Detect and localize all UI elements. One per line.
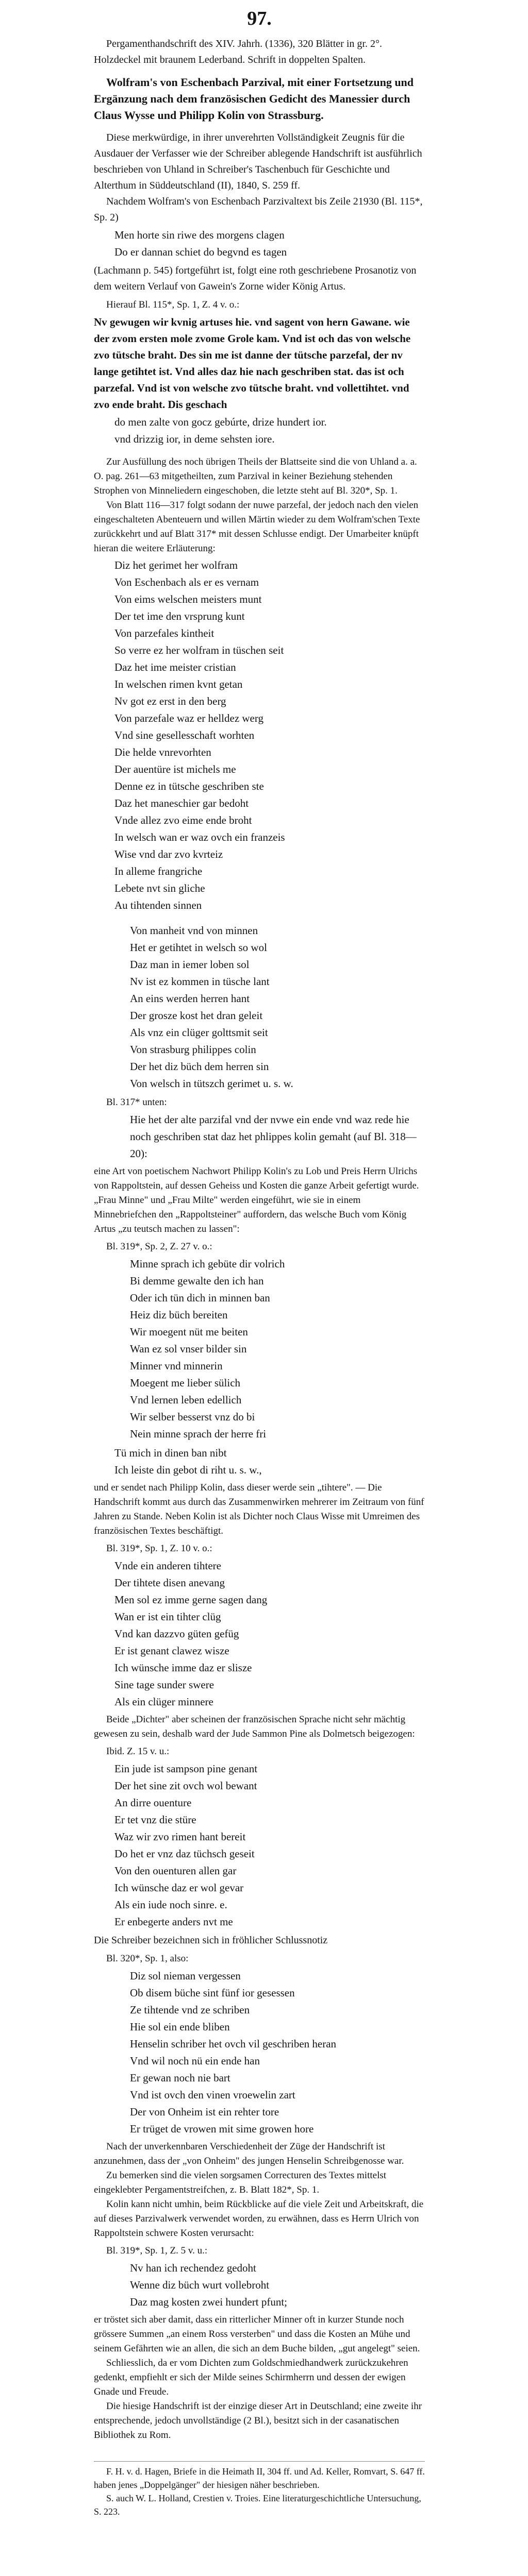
paragraph-lachmann: (Lachmann p. 545) fortgeführt ist, folgt eine roth geschriebene Prosanotiz von dem weitern Verlauf von Gawein's Zorne wider König Artus.	[94, 265, 417, 292]
verse-line: Er ist genant clawez wisze	[114, 1645, 229, 1657]
verse-line: Der von Onheim ist ein rehter tore	[130, 2106, 279, 2118]
verse-line: Von welsch in tütszch gerimet u. s. w.	[130, 1077, 293, 1090]
verse-line: Ze tihtende vnd ze schriben	[130, 2004, 250, 2016]
paragraph-correcturen: Zu bemerken sind die vielen sorgsamen Correcturen des Textes mittelst eingeklebter Pergamentstreifchen, z. B. Blatt 182*, Sp. 1.	[94, 2170, 387, 2195]
verse-line: Denne ez in tütsche geschriben ste	[114, 780, 264, 792]
verse-line: Wenne diz büch wurt vollebroht	[130, 2279, 270, 2291]
reference-line: Ibid. Z. 15 v. u.:	[106, 1746, 170, 1757]
verse-line: Er gewan noch nie bart	[130, 2072, 230, 2084]
verse-line: Nv ist ez kommen in tüsche lant	[130, 975, 270, 988]
verse-line: Bi demme gewalte den ich han	[130, 1275, 264, 1287]
verse-line: Ein jude ist sampson pine genant	[114, 1762, 258, 1775]
verse-line: Diz het gerimet her wolfram	[114, 559, 238, 571]
footnote-line: S. auch W. L. Holland, Crestien v. Troies. Eine literaturgeschichtliche Untersuchung, S. 223.	[94, 2493, 421, 2517]
verse-line: Er trüget de vrowen mit sime growen hore	[130, 2123, 314, 2135]
verse-line: Ich leiste din gebot di riht u. s. w.,	[114, 1464, 262, 1476]
verse-line: Von parzefale waz er helldez werg	[114, 712, 263, 724]
verse-line: Vnd ist ovch den vinen vroewelin zart	[130, 2089, 295, 2101]
verse-line: Von strasburg philippes colin	[130, 1043, 256, 1056]
verse-line: Von den ouenturen allen gar	[114, 1865, 237, 1877]
verse-line: Daz het ime meister cristian	[114, 661, 236, 673]
verse-block-6	[114, 1445, 425, 1479]
verse-line: do men zalte von gocz gebúrte, drize hundert ior.	[114, 416, 327, 428]
paragraph-dichter: Beide „Dichter" aber scheinen der französischen Sprache nicht sehr mächtig gewesen zu sein, deshalb ward der Jude Sammon Pine als Dolmetsch beigezogen:	[94, 1714, 415, 1739]
verse-line: Do er dannan schiet do begvnd es tagen	[114, 246, 287, 258]
verse-line: Wir moegent nüt me beiten	[130, 1326, 248, 1338]
verse-line: Er tet vnz die stüre	[114, 1814, 196, 1826]
verse-line: Henselin schriber het ovch vil geschriben heran	[130, 2038, 337, 2050]
verse-line: Der auentüre ist michels me	[114, 763, 236, 775]
verse-line: Wan er ist ein tihter clüg	[114, 1611, 221, 1623]
verse-line: Hie sol ein ende bliben	[130, 2021, 230, 2033]
verse-line: Vnde ein anderen tihtere	[114, 1560, 221, 1572]
verse-line: In welschen rimen kvnt getan	[114, 678, 243, 690]
verse-line: Als ein iude noch sinre. e.	[114, 1899, 227, 1911]
verse-line: Der grosze kost het dran geleit	[130, 1009, 263, 1022]
footnote	[94, 2461, 425, 2518]
verse-line: An dirre ouenture	[114, 1797, 192, 1809]
paragraph-nachwort: eine Art von poetischem Nachwort Philipp Kolin's zu Lob und Preis Herrn Ulrichs von Rappoltstein, auf dessen Geheiss und Kosten die ganze Arbeit gefertigt wurde. „Frau Minne" und „Frau Milte" werden eingeführt, wie sie in einem Minnebriefchen den „Rappoltsteiner" auffordern, das welsche Buch vom König Artus „zu teutsch machen zu lassen":	[94, 1166, 419, 1234]
verse-line: Nv got ez erst in den berg	[114, 695, 226, 707]
verse-line: Heiz diz büch bereiten	[130, 1309, 228, 1321]
verse-line: Minne sprach ich gebüte dir volrich	[130, 1258, 285, 1270]
verse-line: Diz sol nieman vergessen	[130, 1970, 241, 1982]
verse-line: Daz man in iemer loben sol	[130, 958, 250, 971]
verse-line: Der tet ime den vrsprung kunt	[114, 610, 245, 622]
paragraph-schliesslich: Schliesslich, da er vom Dichten zum Goldschmiedhandwerk zurückzukehren gedenkt, empfiehlt er sich der Milde seines Schirmherrn und dessen der ewigen Gnade und Freude.	[94, 2358, 408, 2397]
verse-line: Daz mag kosten zwei hundert pfunt;	[130, 2296, 287, 2308]
verse-line: Oder ich tün dich in minnen ban	[130, 1292, 270, 1304]
verse-line: Wan ez sol vnser bilder sin	[130, 1343, 247, 1355]
verse-line: Do het er vnz daz tüchsch geseit	[114, 1848, 255, 1860]
verse-line: Vnde allez zvo eime ende broht	[114, 814, 252, 826]
verse-line: Waz wir zvo rimen hant bereit	[114, 1831, 246, 1843]
verse-line: Men sol ez imme gerne sagen dang	[114, 1594, 268, 1606]
verse-line: Von eims welschen meisters munt	[114, 593, 262, 605]
verse-line: Minner vnd minnerin	[130, 1360, 223, 1372]
verse-block-2	[114, 414, 425, 448]
verse-line: Von manheit vnd von minnen	[130, 924, 258, 937]
verse-line: Er enbegerte anders nvt me	[114, 1916, 233, 1928]
verse-block-1	[114, 227, 425, 261]
paragraph-hiesige: Die hiesige Handschrift ist der einzige dieser Art in Deutschland; eine zweite ihr entsprechende, jedoch unvollständige (2 Bl.), besitzt sich in der casanatischen Bibliothek zu Rom.	[94, 2401, 422, 2441]
paragraph-kosten: Kolin kann nicht umhin, beim Rückblicke auf die viele Zeit und Arbeitskraft, die auf dieses Parzivalwerk verwendet worden, zu erwähnen, dass es Herrn Ulrich von Rappoltstein schwere Kosten verursacht:	[94, 2199, 424, 2239]
verse-line: In welsch wan er waz ovch ein franzeis	[114, 831, 285, 843]
verse-line: So verre ez her wolfram in tüschen seit	[114, 644, 284, 656]
verse-line: Daz het maneschier gar bedoht	[114, 797, 249, 809]
verse-block-4	[130, 922, 425, 1092]
verse-line: Moegent me lieber sülich	[130, 1377, 241, 1389]
paragraph-continuation: Nachdem Wolfram's von Eschenbach Parzivaltext bis Zeile 21930 (Bl. 115*, Sp. 2)	[94, 196, 423, 223]
verse-line: Het er getihtet in welsch so wol	[130, 941, 267, 954]
reference-line: Bl. 319*, Sp. 1, Z. 10 v. o.:	[106, 1543, 212, 1554]
reference-line: Bl. 319*, Sp. 2, Z. 27 v. o.:	[106, 1241, 212, 1252]
verse-line: Als vnz ein clüger golttsmit seit	[130, 1026, 268, 1039]
verse-block-7	[114, 1557, 425, 1710]
verse-line: Als ein clüger minnere	[114, 1696, 213, 1708]
verse-line: Ob disem büche sint fünf ior gesessen	[130, 1987, 295, 1999]
verse-line: Wir selber besserst vnz do bi	[130, 1411, 255, 1423]
verse-line: Die helde vnrevorhten	[114, 746, 211, 758]
verse-block-closing-note	[130, 1111, 425, 1162]
reference-line: Hierauf Bl. 115*, Sp. 1, Z. 4 v. o.:	[106, 299, 240, 310]
verse-block-8	[114, 1760, 425, 1930]
verse-line: vnd drizzig ior, in deme sehsten iore.	[114, 433, 275, 445]
paragraph-schreiber: Die Schreiber bezeichnen sich in fröhlicher Schlussnotiz	[94, 1935, 328, 1946]
verse-line: Ich wünsche daz er wol gevar	[114, 1882, 244, 1894]
verse-line: An eins werden herren hant	[130, 992, 250, 1005]
page-number: 97.	[247, 8, 272, 29]
verse-line: Von Eschenbach als er es vernam	[114, 576, 259, 588]
verse-line: Von parzefales kintheit	[114, 627, 214, 639]
verse-line: Ich wünsche imme daz er slisze	[114, 1662, 252, 1674]
verse-line: Der het diz büch dem herren sin	[130, 1060, 269, 1073]
intro-paragraph: Pergamenthandschrift des XIV. Jahrh. (1336), 320 Blätter in gr. 2°. Holzdeckel mit braunem Lederband. Schrift in doppelten Spalten.	[94, 38, 382, 65]
verse-line: Vnd sine gesellesschaft worhten	[114, 729, 255, 741]
closing-note: Hie het der alte parzifal vnd der nvwe ein ende vnd waz rede hie noch geschriben stat daz het phlippes kolin gemaht (auf Bl. 318—20):	[130, 1113, 417, 1160]
paragraph-tihtere: und er sendet nach Philipp Kolin, dass dieser werde sein „tihtere". — Die Handschrift kommt aus durch das Zusammenwirken mehrerer im Zeitraum von fünf Jahren zu Stande. Neben Kolin ist als Dichter noch Claus Wisse mit Umreimen des französischen Textes beschäftigt.	[94, 1482, 424, 1536]
bold-transcription-block: Nv gewugen wir kvnig artuses hie. vnd sagent von hern Gawane. wie der zvom ersten mole zvome Grole kam. Vnd ist och das von welsche zvo tütsche braht. Des sin me ist danne der tütsche parzefal, der nv lange getihtet ist. Vnd alles daz hie nach geschriben stat. das ist och parzefal. Vnd ist von welsche zvo tütsche braht. vnd vollettihtet. vnd zvo ende braht. Dis geschach	[94, 316, 411, 411]
paragraph-uhland: Zur Ausfüllung des noch übrigen Theils der Blattseite sind die von Uhland a. a. O. pag. 261—63 mitgetheilten, zum Parzival in keiner Beziehung stehenden Strophen von Minneliedern eingeschoben, die letzte steht auf Bl. 320*, Sp. 1.	[94, 456, 417, 496]
paragraph-description: Diese merkwürdige, in ihrer unverehrten Vollständigkeit Zeugnis für die Ausdauer der Verfasser wie der Schreiber ablegende Handschrift ist ausführlich beschrieben von Uhland in Schreiber's Taschenbuch für Geschichte und Alterthum in Süddeutschland (II), 1840, S. 259 ff.	[94, 132, 422, 191]
verse-line: Der tihtete disen anevang	[114, 1577, 225, 1589]
verse-line: In alleme frangriche	[114, 865, 203, 877]
reference-line: Bl. 319*, Sp. 1, Z. 5 v. u.:	[106, 2245, 208, 2256]
paragraph-nuwe-parzefal: Von Blatt 116—317 folgt sodann der nuwe parzefal, der jedoch nach den vielen eingeschalteten Abenteuern und willen Märtin wieder zu dem Wolfram'schen Texte zurückkehrt und auf Blatt 317* mit dessen Schlusse endigt. Der Umarbeiter knüpft hieran die weitere Erläuterung:	[94, 500, 420, 554]
verse-line: Vnd wil noch nü ein ende han	[130, 2055, 260, 2067]
verse-line: Lebete nvt sin gliche	[114, 882, 205, 894]
verse-line: Vnd lernen leben edellich	[130, 1394, 242, 1406]
verse-block-10	[130, 2260, 425, 2311]
verse-block-9	[130, 1968, 425, 2138]
paragraph-onheim: Nach der unverkennbaren Verschiedenheit der Züge der Handschrift ist anzunehmen, dass der „von Onheim" des jungen Henselin Schreibgenosse war.	[94, 2141, 404, 2166]
verse-line: Au tihtenden sinnen	[114, 899, 202, 911]
reference-line: Bl. 317* unten:	[106, 1097, 167, 1108]
verse-line: Tü mich in dinen ban nibt	[114, 1447, 227, 1459]
paragraph-troestet: er tröstet sich aber damit, dass ein ritterlicher Minner oft in kurzer Stunde noch grössere Summen „an einem Ross versterben" und dass die Kosten an Mühe und seinem Gefährten wie an allen, die sich an dem Buche bilden, „gut angelegt" seien.	[94, 2314, 420, 2354]
footnote-line: F. H. v. d. Hagen, Briefe in die Heimath II, 304 ff. und Ad. Keller, Romvart, S. 647 ff. haben jenes „Doppelgänger" der hiesigen näher beschrieben.	[94, 2466, 425, 2490]
verse-line: Men horte sin riwe des morgens clagen	[114, 229, 285, 241]
verse-line: Sine tage sunder swere	[114, 1679, 214, 1691]
verse-block-3	[114, 557, 425, 914]
verse-line: Der het sine zit ovch wol bewant	[114, 1780, 257, 1792]
reference-line: Bl. 320*, Sp. 1, also:	[106, 1953, 189, 1964]
verse-line: Wise vnd dar zvo kvrteiz	[114, 848, 223, 860]
verse-line: Nv han ich rechendez gedoht	[130, 2262, 256, 2274]
verse-line: Nein minne sprach der herre fri	[130, 1428, 267, 1440]
title-block: Wolfram's von Eschenbach Parzival, mit einer Fortsetzung und Ergänzung nach dem französischen Gedicht des Manessier durch Claus Wysse und Philipp Kolin von Strassburg.	[94, 76, 414, 122]
verse-block-5	[130, 1256, 425, 1443]
verse-line: Vnd kan dazzvo güten gefüg	[114, 1628, 239, 1640]
